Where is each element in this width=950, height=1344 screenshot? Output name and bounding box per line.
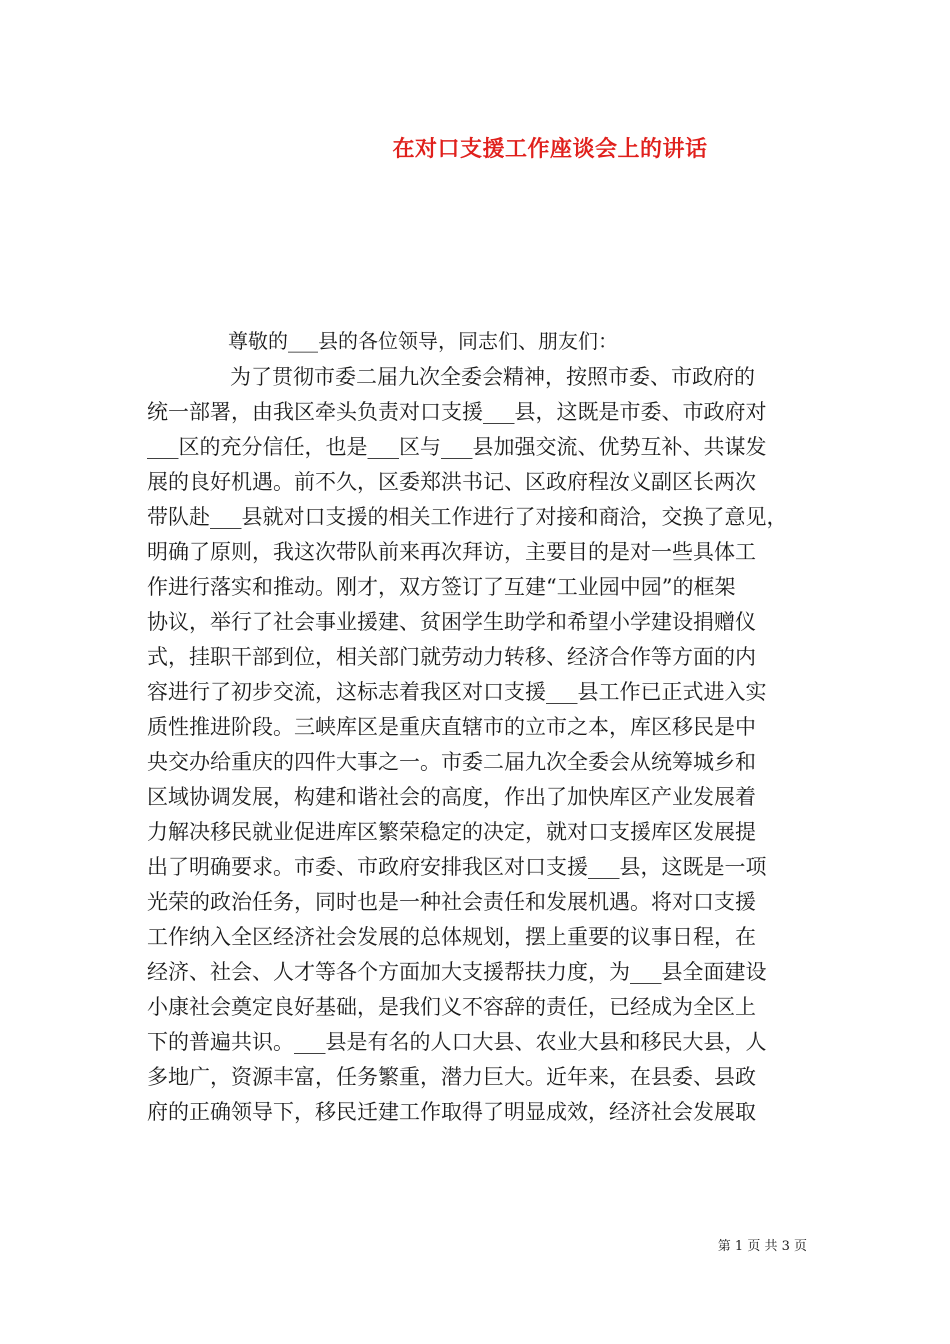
body-line: 式，挂职干部到位，相关部门就劳动力转移、经济合作等方面的内 [147, 645, 756, 669]
body-line: ___区的充分信任，也是___区与___县加强交流、优势互补、共谋发 [147, 435, 767, 459]
body-line: 容进行了初步交流，这标志着我区对口支援___县工作已正式进入实 [147, 680, 767, 704]
body-line: 统一部署，由我区牵头负责对口支援___县，这既是市委、市政府对 [147, 400, 767, 424]
body-line: 小康社会奠定良好基础，是我们义不容辞的责任，已经成为全区上 [147, 995, 756, 1019]
body-line: 央交办给重庆的四件大事之一。市委二届九次全委会从统筹城乡和 [147, 750, 756, 774]
body-line: 工作纳入全区经济社会发展的总体规划，摆上重要的议事日程，在 [147, 925, 756, 949]
salutation: 尊敬的___县的各位领导，同志们、朋友们： [228, 329, 618, 353]
body-line: 协议，举行了社会事业援建、贫困学生助学和希望小学建设捐赠仪 [147, 610, 756, 634]
body-line: 为了贯彻市委二届九次全委会精神，按照市委、市政府的 [230, 365, 755, 389]
body-line: 经济、社会、人才等各个方面加大支援帮扶力度，为___县全面建设 [147, 960, 767, 984]
body-line: 力解决移民就业促进库区繁荣稳定的决定，就对口支援库区发展提 [147, 820, 756, 844]
body-line: 下的普遍共识。___县是有名的人口大县、农业大县和移民大县，人 [147, 1030, 767, 1054]
body-line: 区域协调发展，构建和谐社会的高度，作出了加快库区产业发展着 [147, 785, 756, 809]
document-title: 在对口支援工作座谈会上的讲话 [392, 136, 708, 162]
body-line: 明确了原则，我这次带队前来再次拜访，主要目的是对一些具体工 [147, 540, 756, 564]
body-line: 府的正确领导下，移民迁建工作取得了明显成效，经济社会发展取 [147, 1100, 756, 1124]
body-line: 展的良好机遇。前不久，区委郑洪书记、区政府程汝义副区长两次 [147, 470, 756, 494]
page-number-footer: 第 1 页 共 3 页 [717, 1239, 807, 1254]
body-line: 作进行落实和推动。刚才，双方签订了互建“工业园中园”的框架 [147, 575, 736, 599]
body-line: 出了明确要求。市委、市政府安排我区对口支援___县，这既是一项 [147, 855, 767, 879]
body-line: 质性推进阶段。三峡库区是重庆直辖市的立市之本，库区移民是中 [147, 715, 756, 739]
body-line: 光荣的政治任务，同时也是一种社会责任和发展机遇。将对口支援 [147, 890, 756, 914]
body-line: 带队赴___县就对口支援的相关工作进行了对接和商洽，交换了意见， [147, 505, 788, 529]
body-line: 多地广，资源丰富，任务繁重，潜力巨大。近年来，在县委、县政 [147, 1065, 756, 1089]
